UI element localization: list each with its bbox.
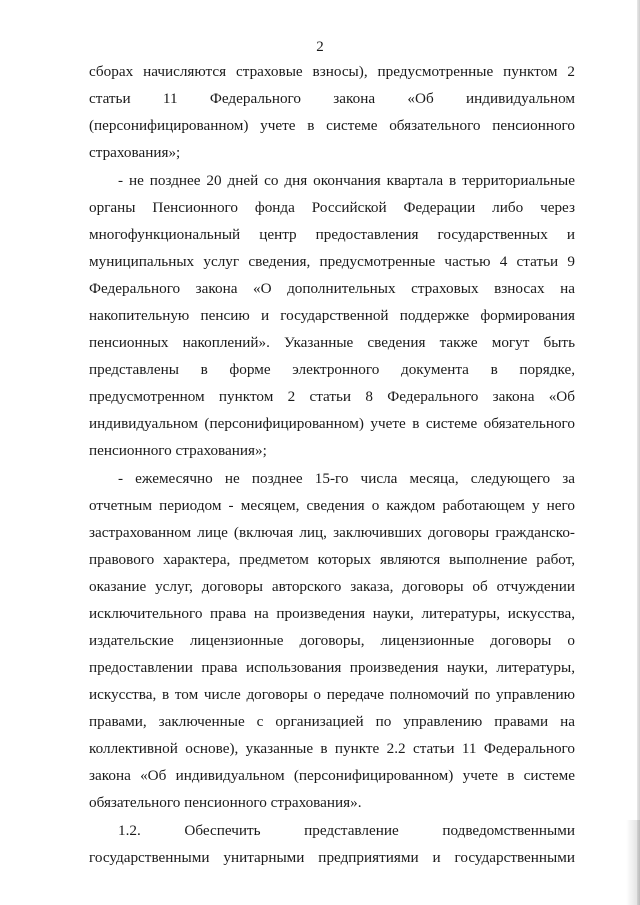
text-line: издательские лицензионные договоры, лицензионные договоры о — [89, 632, 575, 649]
text-line: предоставлении права использования произведения науки, литературы, — [89, 659, 575, 676]
text-line: многофункциональный центр предоставления государственных и — [89, 226, 575, 243]
text-line: предусмотренном пунктом 2 статьи 8 Федерального закона «Об — [89, 388, 575, 405]
text-line: муниципальных услуг сведения, предусмотренные частью 4 статьи 9 — [89, 253, 575, 270]
text-line: 1.2. Обеспечить представление подведомственными — [118, 822, 575, 839]
scan-corner-shadow — [626, 820, 640, 905]
text-line: сборах начисляются страховые взносы), предусмотренные пунктом 2 — [89, 63, 575, 80]
text-line: оказание услуг, договоры авторского заказа, договоры об отчуждении — [89, 578, 575, 595]
text-line: обязательного пенсионного страхования». — [89, 794, 362, 811]
text-line: пенсионного страхования»; — [89, 442, 267, 459]
text-line: представлены в форме электронного документа в порядке, — [89, 361, 575, 378]
text-line: правового характера, предметом которых являются выполнение работ, — [89, 551, 575, 568]
text-line: органы Пенсионного фонда Российской Федерации либо через — [89, 199, 575, 216]
text-line: отчетным периодом - месяцем, сведения о каждом работающем у него — [89, 497, 575, 514]
text-line: искусства, в том числе договоры о передаче полномочий по управлению — [89, 686, 575, 703]
text-line: коллективной основе), указанные в пункте 2.2 статьи 11 Федерального — [89, 740, 575, 757]
text-line: (персонифицированном) учете в системе обязательного пенсионного — [89, 117, 575, 134]
page-number: 2 — [316, 39, 324, 55]
text-line: правами, заключенные с организацией по управлению правами на — [89, 713, 575, 730]
text-line: закона «Об индивидуальном (персонифицированном) учете в системе — [89, 767, 575, 784]
text-line: накопительную пенсию и государственной поддержке формирования — [89, 307, 575, 324]
text-line: застрахованном лице (включая лиц, заключивших договоры гражданско- — [89, 524, 575, 541]
text-line: Федерального закона «О дополнительных страховых взносах на — [89, 280, 575, 297]
text-line: исключительного права на произведения науки, литературы, искусства, — [89, 605, 575, 622]
text-line: пенсионных накоплений». Указанные сведения также могут быть — [89, 334, 575, 351]
text-line: государственными унитарными предприятиями и государственными — [89, 849, 575, 866]
text-line: страхования»; — [89, 144, 181, 161]
text-line: - не позднее 20 дней со дня окончания квартала в территориальные — [118, 172, 575, 189]
text-line: - ежемесячно не позднее 15-го числа месяца, следующего за — [118, 470, 575, 487]
text-line: индивидуальном (персонифицированном) учете в системе обязательного — [89, 415, 575, 432]
text-line: статьи 11 Федерального закона «Об индивидуальном — [89, 90, 575, 107]
